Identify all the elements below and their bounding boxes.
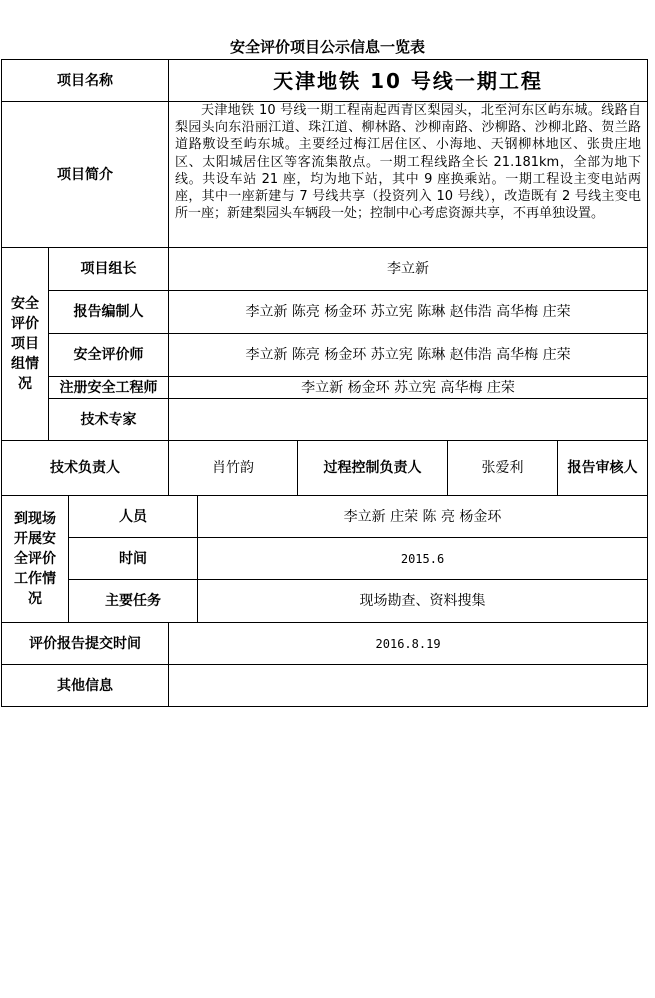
project-name-value: 天津地铁 10 号线一期工程 bbox=[169, 60, 648, 102]
report-time-label: 评价报告提交时间 bbox=[2, 623, 169, 665]
safety-assessors-value: 李立新 陈亮 杨金环 苏立宪 陈琳 赵伟浩 高华梅 庄荣 bbox=[169, 334, 648, 377]
site-time-label: 时间 bbox=[69, 538, 198, 580]
tech-lead-label: 技术负责人 bbox=[2, 441, 169, 496]
registered-engineers-value: 李立新 杨金环 苏立宪 高华梅 庄荣 bbox=[169, 377, 648, 399]
report-authors-label: 报告编制人 bbox=[49, 291, 169, 334]
report-time-value: 2016.8.19 bbox=[169, 623, 648, 665]
row-site-personnel bbox=[2, 496, 648, 538]
report-reviewer-label: 报告审核人 bbox=[558, 441, 648, 496]
process-control-label: 过程控制负责人 bbox=[298, 441, 448, 496]
row-other-info bbox=[2, 665, 648, 707]
site-personnel-value: 李立新 庄荣 陈 亮 杨金环 bbox=[198, 496, 648, 538]
row-project-name bbox=[2, 60, 648, 102]
info-table bbox=[1, 59, 648, 707]
site-personnel-label: 人员 bbox=[69, 496, 198, 538]
row-report-authors bbox=[2, 291, 648, 334]
other-info-label: 其他信息 bbox=[2, 665, 169, 707]
team-leader-label: 项目组长 bbox=[49, 248, 169, 291]
row-responsible bbox=[2, 441, 648, 496]
row-report-time bbox=[2, 623, 648, 665]
team-group-label: 安全评价项目组情况 bbox=[2, 248, 49, 441]
tech-lead-value: 肖竹韵 bbox=[169, 441, 298, 496]
row-team-leader bbox=[2, 248, 648, 291]
project-intro-cell bbox=[169, 102, 648, 248]
project-intro-label: 项目简介 bbox=[2, 102, 169, 248]
project-intro-text: 天津地铁 10 号线一期工程南起西青区梨园头，北至河东区屿东城。线路自梨园头向东沿丽江道、珠江道、柳林路、沙柳南路、沙柳路、沙柳北路、贺兰路道路敷设至屿东城。主要经过梅江居住区、小海地、天钢柳林地区、张贵庄地区、太阳城居住区等客流集散点。一期工程线路全长 21.181km，全部为地下线。共设车站 21 座，均为地下站，其中 9 座换乘站。一期工程设主变电站两座，其中一座新建与 7 号线共享（投资列入 10 号线），改造既有 2 号线主变电所一座；新建梨园头车辆段一处；控制中心考虑资源共享，不再单独设置。 bbox=[175, 103, 642, 222]
other-info-value bbox=[169, 665, 648, 707]
process-control-value: 张爱利 bbox=[448, 441, 558, 496]
row-safety-assessors bbox=[2, 334, 648, 377]
row-project-intro bbox=[2, 102, 648, 248]
registered-engineers-label: 注册安全工程师 bbox=[49, 377, 169, 399]
site-tasks-label: 主要任务 bbox=[69, 580, 198, 623]
tech-experts-value bbox=[169, 399, 648, 441]
site-work-group-label: 到现场开展安全评价工作情况 bbox=[2, 496, 69, 623]
row-site-time bbox=[2, 538, 648, 580]
site-tasks-value: 现场勘查、资料搜集 bbox=[198, 580, 648, 623]
site-time-value: 2015.6 bbox=[198, 538, 648, 580]
project-name-label: 项目名称 bbox=[2, 60, 169, 102]
tech-experts-label: 技术专家 bbox=[49, 399, 169, 441]
row-site-tasks bbox=[2, 580, 648, 623]
row-registered-engineers bbox=[2, 377, 648, 399]
report-authors-value: 李立新 陈亮 杨金环 苏立宪 陈琳 赵伟浩 高华梅 庄荣 bbox=[169, 291, 648, 334]
page-title: 安全评价项目公示信息一览表 bbox=[229, 38, 425, 56]
safety-assessors-label: 安全评价师 bbox=[49, 334, 169, 377]
team-leader-value: 李立新 bbox=[169, 248, 648, 291]
row-tech-experts bbox=[2, 399, 648, 441]
